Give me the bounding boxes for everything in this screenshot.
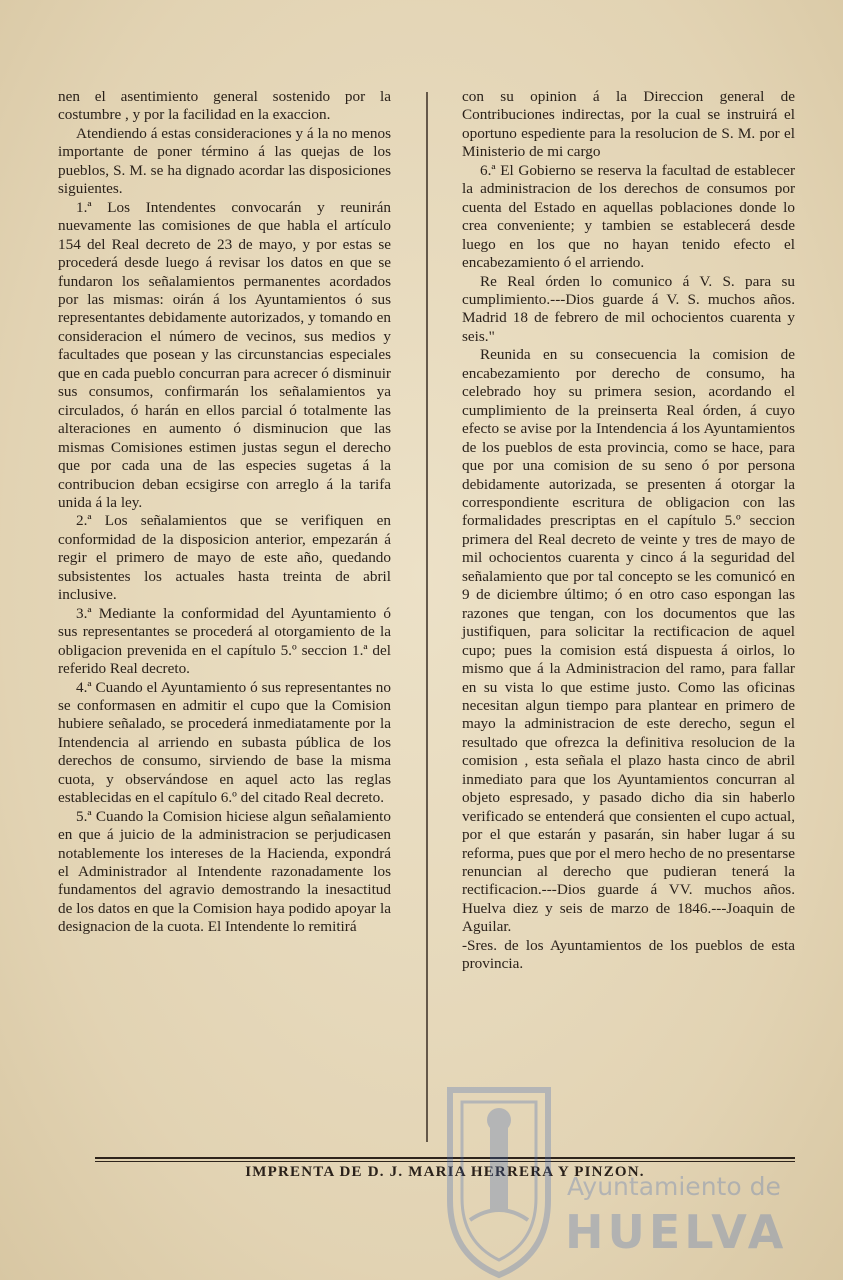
paragraph: con su opinion á la Direccion general de Contribuciones indirectas, por la cual se instruirá el oportuno espediente para la resolucion de S. M. por el Ministerio de mi cargo [462, 88, 795, 161]
watermark [432, 1080, 832, 1280]
paragraph: nen el asentimiento general sostenido por la costumbre , y por la facilidad en la exaccion. [58, 88, 391, 124]
left-column [58, 88, 391, 937]
paragraph: 4.ª Cuando el Ayuntamiento ó sus representantes no se conformasen en admitir el cupo que la Comision hubiere señalado, se procederá inmediatamente por la Intendencia al arriendo en subasta pública de los derechos de consumo, sirviendo de base la misma cuota, y observándose en aquel acto las reglas establecidas en el capítulo 6.º del citado Real decreto. [58, 678, 391, 807]
addressee: -Sres. de los Ayuntamientos de los pueblos de esta provincia. [462, 936, 795, 973]
paragraph: 1.ª Los Intendentes convocarán y reunirán nuevamente las comisiones de que habla el artículo 154 del Real decreto de 23 de mayo, y por estas se procederá desde luego á revisar los datos en que se fundaron los señalamientos permanentes acordados por las mismas: oirán á los Ayuntamientos ó sus representantes debidamente autorizados, y tomando en consideracion el número de vecinos, sus medios y facultades que posean y las circunstancias especiales que en cada pueblo concurran para acrecer ó disminuir sus consumos, confirmarán los señalamientos ya circulados, ó harán en ellos parcial ó totalmente las alteraciones en aumento ó disminucion que las mismas Comisiones estimen justas segun el derecho que por cada una de las especies sugetas á la contribucion deban ecsigirse con arreglo á la tarifa unida á la ley. [58, 198, 391, 511]
watermark-line1: Ayuntamiento de [567, 1172, 781, 1201]
watermark-line2: HUELVA [565, 1205, 788, 1259]
paragraph: Re Real órden lo comunico á V. S. para su cumplimiento.---Dios guarde á V. S. muchos años. Madrid 18 de febrero de mil ochocientos cuarenta y seis." [462, 272, 795, 345]
column-divider [426, 92, 428, 1142]
coat-of-arms-icon [440, 1080, 558, 1280]
paragraph: 6.ª El Gobierno se reserva la facultad de establecer la administracion de los derechos de consumos por cuenta del Estado en aquellas poblaciones donde lo crea conveniente; y tambien se establecerá desde luego en los que no hayan tenido efecto el encabezamiento ó el arriendo. [462, 161, 795, 272]
paragraph: 5.ª Cuando la Comision hiciese algun señalamiento en que á juicio de la administracion se perjudicasen notablemente los intereses de la Hacienda, expondrá el Administrador al Intendente razonadamente los fundamentos del agravio demostrando la inesactitud de los datos en que la Comision haya podido apoyar la designacion de la cuota. El Intendente lo remitirá [58, 807, 391, 936]
right-column [462, 88, 795, 974]
paragraph: Atendiendo á estas consideraciones y á la no menos importante de poner término á las quejas de los pueblos, S. M. se ha dignado acordar las disposiciones siguientes. [58, 124, 391, 198]
paragraph: 2.ª Los señalamientos que se verifiquen en conformidad de la disposicion anterior, empezarán á regir el primero de mayo de este año, quedando subsistentes los actuales hasta treinta de abril inclusive. [58, 512, 391, 604]
printer-imprint: IMPRENTA DE D. J. MARIA HERRERA Y PINZON. [245, 1164, 645, 1180]
paragraph: Reunida en su consecuencia la comision de encabezamiento por derecho de consumo, ha celebrado hoy su primera sesion, acordando el cumplimiento de la preinserta Real órden, á cuyo efecto se avise por la Intendencia á los Ayuntamientos de los pueblos de esta provincia, como se hace, para que por una comision de su seno ó por persona debidamente autorizada, se presenten á otorgar la correspondiente escritura de obligacion con las formalidades prescriptas en el capítulo 5.º seccion primera del Real decreto de veinte y tres de mayo de mil ochocientos cuarenta y cinco á la seguridad del señalamiento que por tal concepto se les comunicó en 9 de diciembre último; ó en otro caso espongan las razones que tengan, con los documentos que las justifiquen, para solicitar la rectificacion de aquel cupo; pues la comision está dispuesta á oirlos, lo mismo que á la Administracion del ramo, para fallar en su vista lo que estime justo. Como las oficinas necesitan algun tiempo para plantear en primero de mayo la administracion de este derecho, segun el resultado que ofrezca la definitiva resolucion de la comision , esta señala el plazo hasta cinco de abril inmediato para que los Ayuntamientos concurran al objeto espresado, y pasado dicho dia sin haberlo verificado se entenderá que consienten el cupo actual, por el que estarán y pasarán, sin haber lugar á su reforma, pues que por el mero hecho de no presentarse renuncian al derecho que pudieran tenerá la rectificacion.---Dios guarde á VV. muchos años. Huelva diez y seis de marzo de 1846.---Joaquin de Aguilar. [462, 346, 795, 936]
paragraph: 3.ª Mediante la conformidad del Ayuntamiento ó sus representantes se procederá al otorgamiento de la obligacion prevenida en el capítulo 5.º seccion 1.ª del referido Real decreto. [58, 604, 391, 678]
